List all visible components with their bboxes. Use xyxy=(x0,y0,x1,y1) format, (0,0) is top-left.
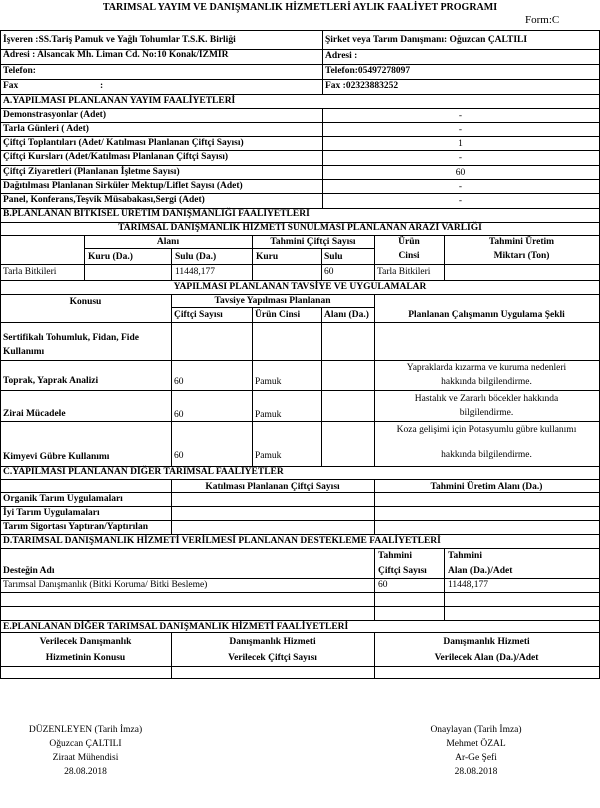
rec-col-method: Planlanan Çalışmanın Uygulama Şekli xyxy=(408,310,565,320)
section-a-row: Çiftçi Kursları (Adet/Katılması Planlanan Çiftçi Sayısı) xyxy=(3,152,229,162)
rec-topic: Toprak, Yaprak Analizi xyxy=(3,376,99,386)
c-col-farmers: Katılması Planlanan Çiftçi Sayısı xyxy=(205,482,340,492)
rec-topic: Kimyevi Gübre Kullanımı xyxy=(3,452,110,462)
e-col-farmers-line2: Verilecek Çiftçi Sayısı xyxy=(228,653,317,663)
phone-left: Telefon: xyxy=(3,66,36,76)
prepared-by-label: DÜZENLEYEN (Tarih İmza) xyxy=(28,725,143,735)
d-col-farmers-line2: Çiftçi Sayısı xyxy=(378,566,427,576)
rec-method: Koza gelişimi için Potasyumlu gübre kullanımı xyxy=(396,425,577,435)
section-a-value: - xyxy=(458,111,463,121)
col-farmer-count: Tahmini Çiftçi Sayısı xyxy=(270,237,356,247)
crop-row-product: Tarla Bitkileri xyxy=(377,267,431,277)
rec-method-line2: bilgilendirme. xyxy=(459,408,514,418)
e-col-area-line2: Verilecek Alan (Da.)/Adet xyxy=(434,653,539,663)
prepared-by-title: Ziraat Mühendisi xyxy=(52,753,119,763)
rec-product: Pamuk xyxy=(255,377,282,387)
d-col-name: Desteğin Adı xyxy=(3,566,55,576)
d-row-name: Tarımsal Danışmanlık (Bitki Koruma/ Bitki Besleme) xyxy=(3,580,208,590)
section-a-row: Tarla Günleri ( Adet) xyxy=(3,124,89,134)
section-a-value: - xyxy=(458,125,463,135)
rec-farmers: 60 xyxy=(174,451,184,461)
page-title: TARIMSAL YAYIM VE DANIŞMANLIK HİZMETLERİ AYLIK FAALİYET PROGRAMI xyxy=(102,2,498,13)
section-b-title: B.PLANLANAN BİTKİSEL ÜRETİM DANIŞMANLIĞI FAALİYETLERİ xyxy=(3,209,310,219)
col-irrigated-farmers: Sulu xyxy=(324,252,343,262)
rec-farmers: 60 xyxy=(174,377,184,387)
d-row-farmers: 60 xyxy=(378,580,388,590)
rec-topic-line2: Kullanımı xyxy=(3,347,45,357)
col-irrigated: Sulu (Da.) xyxy=(175,252,217,262)
rec-col-product: Ürün Cinsi xyxy=(255,310,301,320)
e-col-topic-line2: Hizmetinin Konusu xyxy=(45,653,126,663)
c-col-area: Tahmini Üretim Alanı (Da.) xyxy=(430,482,543,492)
rec-product: Pamuk xyxy=(255,451,282,461)
section-a-title: A.YAPILMASI PLANLANAN YAYIM FAALİYETLERİ xyxy=(3,96,236,106)
form-code: Form:C xyxy=(525,14,560,26)
c-row-label: Organik Tarım Uygulamaları xyxy=(3,494,123,504)
section-e-title: E.PLANLANAN DİĞER TARIMSAL DANIŞMANLIK HİZMETİ FAALİYETLERİ xyxy=(3,622,349,632)
phone-right: Telefon:05497278097 xyxy=(325,66,411,76)
land-assets-title: TARIMSAL DANIŞMANLIK HİZMETİ SUNULMASI PLANLANAN ARAZİ VARLIĞI xyxy=(118,223,482,233)
rec-method-line2: hakkında bilgilendirme. xyxy=(441,377,532,387)
crop-row-farmers: 60 xyxy=(324,267,334,277)
c-row-label: İyi Tarım Uygulamaları xyxy=(3,508,100,518)
c-row-label: Tarım Sigortası Yaptıran/Yaptırılan xyxy=(3,522,148,532)
section-a-row: Çiftçi Toplantıları (Adet/ Katılması Planlanan Çiftçi Sayısı) xyxy=(3,138,244,148)
d-row-area: 11448,177 xyxy=(448,580,489,590)
company: Şirket veya Tarım Danışmanı: Oğuzcan ÇALTILI xyxy=(325,35,528,45)
fax-left: Fax xyxy=(3,81,19,91)
prepared-by-name: Oğuzcan ÇALTILI xyxy=(49,739,122,749)
section-c-title: C.YAPILMASI PLANLANAN DİĞER TARIMSAL FAALİYETLER xyxy=(3,467,284,477)
fax-colon: : xyxy=(100,81,104,91)
rec-topic: Zirai Mücadele xyxy=(3,409,66,419)
address-right: Adresi : xyxy=(325,51,358,61)
d-col-farmers: Tahmini xyxy=(378,551,412,561)
rec-topic: Sertifikalı Tohumluk, Fidan, Fide xyxy=(3,333,139,343)
col-area: Alanı xyxy=(156,237,180,247)
col-dry: Kuru (Da.) xyxy=(88,252,133,262)
fax-right: Fax :02323883252 xyxy=(325,81,399,91)
approved-by-name: Mehmet ÖZAL xyxy=(446,739,506,749)
section-d-title: D.TARIMSAL DANIŞMANLIK HİZMETİ VERİLMESİ PLANLANAN DESTEKLEME FAALİYETLERİ xyxy=(3,536,441,546)
rec-farmers: 60 xyxy=(174,410,184,420)
rec-method: Hastalık ve Zararlı böcekler hakkında xyxy=(414,394,559,404)
rec-col-farmers: Çiftçi Sayısı xyxy=(174,310,223,320)
rec-col-planned: Tavsiye Yapılması Planlanan xyxy=(214,296,331,306)
section-a-value: - xyxy=(458,182,463,192)
recommendations-title: YAPILMASI PLANLANAN TAVSİYE VE UYGULAMALAR xyxy=(173,282,427,292)
crop-row-label: Tarla Bitkileri xyxy=(3,267,57,277)
employer: İşveren :SS.Tariş Pamuk ve Yağlı Tohumlar T.S.K. Birliği xyxy=(3,35,236,45)
rec-col-area: Alanı (Da.) xyxy=(324,310,369,320)
col-production-amount: Miktarı (Ton) xyxy=(493,251,550,261)
d-col-area-line2: Alan (Da.)/Adet xyxy=(448,566,513,576)
section-a-row: Demonstrasyonlar (Adet) xyxy=(3,110,106,120)
approved-by-title: Ar-Ge Şefi xyxy=(455,753,497,763)
col-product-type: Cinsi xyxy=(398,251,420,261)
section-a-value: - xyxy=(458,153,463,163)
col-production: Tahmini Üretim xyxy=(488,237,555,247)
rec-method-line2: hakkında bilgilendirme. xyxy=(441,450,532,460)
section-a-value: - xyxy=(458,196,463,206)
col-product: Ürün xyxy=(398,237,420,247)
section-a-row: Panel, Konferans,Teşvik Müsabakası,Sergi (Adet) xyxy=(3,195,205,205)
section-a-row: Çiftçi Ziyaretleri (Planlanan İşletme Sayısı) xyxy=(3,167,180,177)
col-dry-farmers: Kuru xyxy=(256,252,279,262)
address-left: Adresi : Alsancak Mh. Liman Cd. No:10 Konak/İZMİR xyxy=(3,50,229,60)
e-col-area: Danışmanlık Hizmeti xyxy=(443,637,530,647)
e-col-farmers: Danışmanlık Hizmeti xyxy=(229,637,316,647)
section-a-row: Dağıtılması Planlanan Sirküler Mektup/Liflet Sayısı (Adet) xyxy=(3,181,243,191)
d-col-area: Tahmini xyxy=(448,551,482,561)
crop-row-irrigated: 11448,177 xyxy=(175,267,216,277)
approved-by-label: Onaylayan (Tarih İmza) xyxy=(430,725,522,735)
section-a-value: 1 xyxy=(458,139,463,149)
rec-method: Yapraklarda kızarma ve kuruma nedenleri xyxy=(406,363,567,373)
approved-by-date: 28.08.2018 xyxy=(454,767,498,777)
section-a-value: 60 xyxy=(455,168,466,178)
e-col-topic: Verilecek Danışmanlık xyxy=(39,637,132,647)
rec-product: Pamuk xyxy=(255,410,282,420)
prepared-by-date: 28.08.2018 xyxy=(64,767,107,777)
rec-col-topic: Konusu xyxy=(69,297,102,307)
